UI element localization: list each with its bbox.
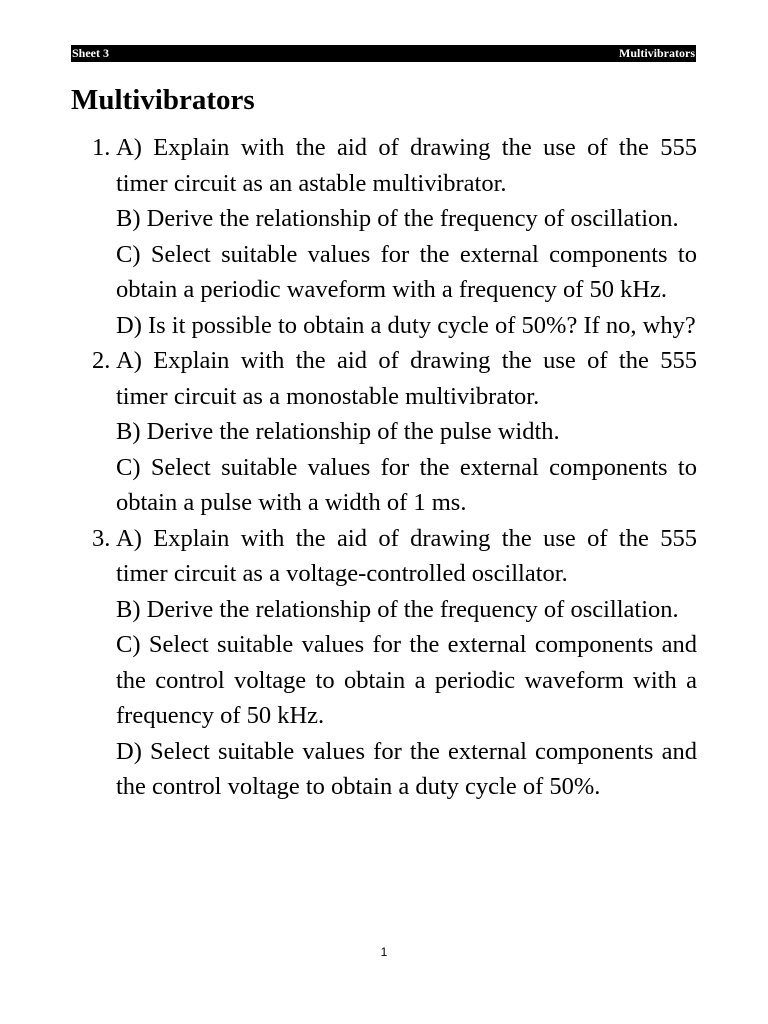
question-part: B) Derive the relationship of the frequency of oscillation. xyxy=(116,595,679,623)
question-part: D) Select suitable values for the external components and the control voltage to obtain a duty cycle of 50%. xyxy=(116,737,697,800)
question-part: A) Explain with the aid of drawing the use of the 555 timer circuit as a voltage-controlled oscillator. xyxy=(116,524,697,587)
question-number: 1. xyxy=(92,134,111,161)
question-item xyxy=(84,521,697,805)
question-part: B) Derive the relationship of the pulse width. xyxy=(116,418,560,445)
question-part: C) Select suitable values for the external components to obtain a pulse with a width of 1 ms. xyxy=(116,453,697,516)
header-sheet-label: Sheet 3 xyxy=(72,46,109,60)
question-list xyxy=(84,130,697,805)
question-part: A) Explain with the aid of drawing the use of the 555 timer circuit as an astable multivibrator. xyxy=(116,134,697,197)
page-header xyxy=(71,45,696,62)
question-item xyxy=(84,343,697,521)
page-title: Multivibrators xyxy=(71,84,255,116)
question-part: B) Derive the relationship of the frequency of oscillation. xyxy=(116,205,679,232)
question-part: C) Select suitable values for the external components and the control voltage to obtain a periodic waveform with a frequency of 50 kHz. xyxy=(116,631,697,729)
question-number: 2. xyxy=(92,347,111,374)
question-part: C) Select suitable values for the external components to obtain a periodic waveform with a frequency of 50 kHz. xyxy=(116,240,697,303)
header-topic-label: Multivibrators xyxy=(619,46,695,60)
question-part: D) Is it possible to obtain a duty cycle of 50%? If no, why? xyxy=(116,311,696,339)
page-number: 1 xyxy=(380,945,388,959)
question-part: A) Explain with the aid of drawing the use of the 555 timer circuit as a monostable multivibrator. xyxy=(116,347,697,410)
question-item xyxy=(84,130,697,343)
question-number: 3. xyxy=(92,524,111,552)
